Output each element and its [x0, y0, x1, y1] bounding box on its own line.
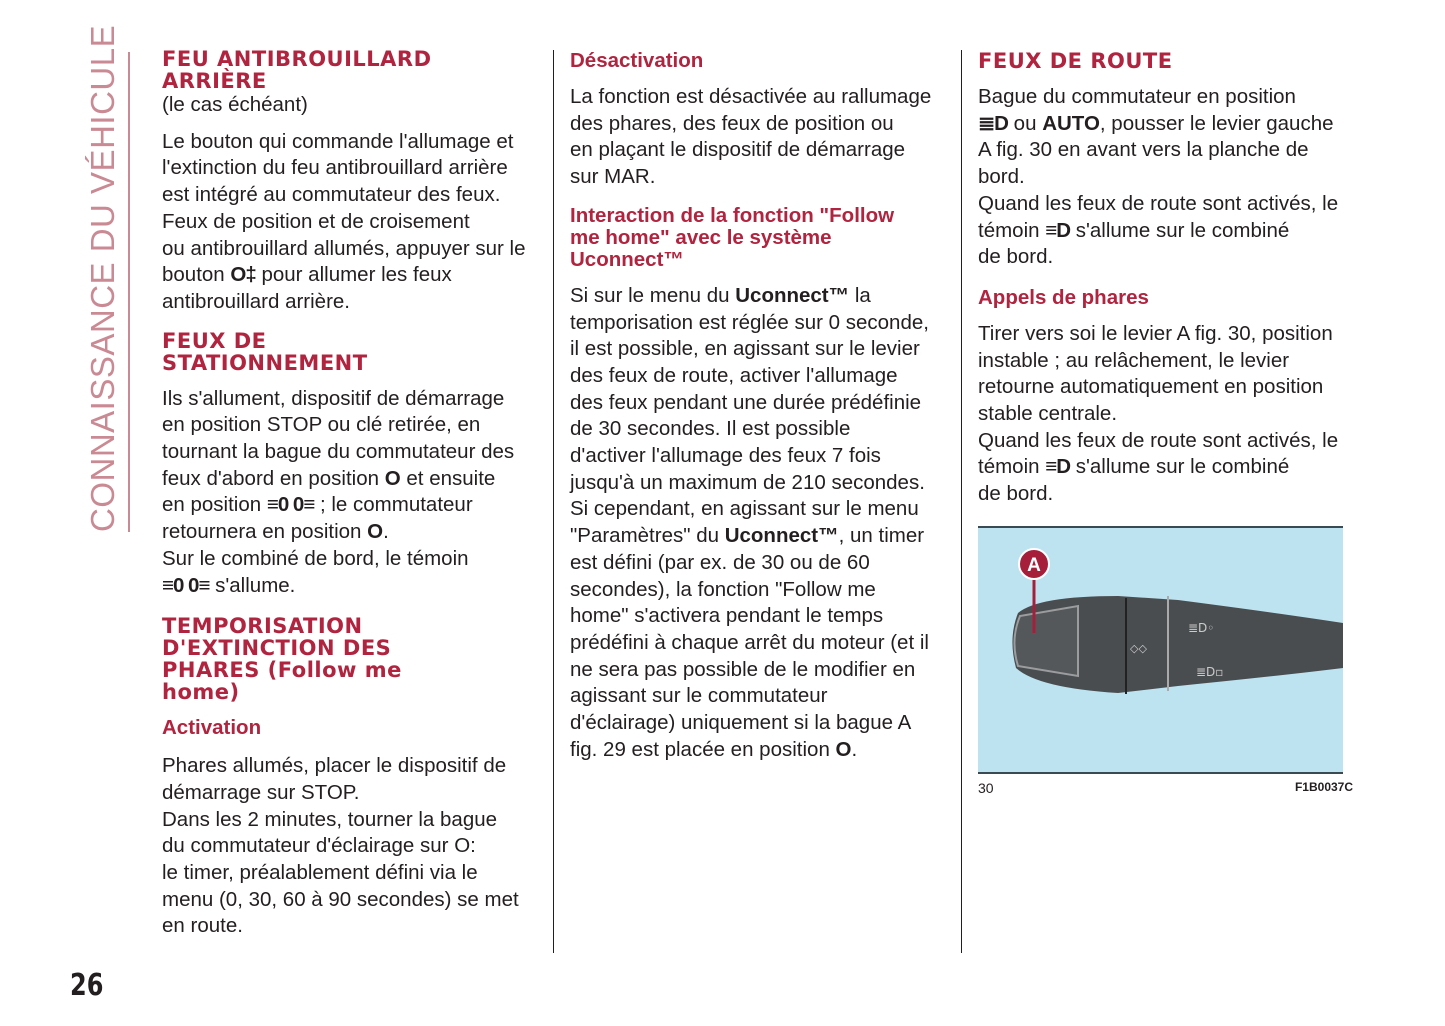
heading-deactivation: Désactivation [570, 49, 704, 72]
activation-paragraph: Phares allumés, placer le dispositif de démarrage sur STOP. Dans les 2 minutes, tourner la bague du commutateur d'éclairage sur O: le timer, préalablement défini via le menu (0, 30, 60 à 90 secondes) se met en route. [162, 754, 519, 938]
text: s'allume. [209, 573, 296, 597]
text: s'allume sur le combiné de bord. [978, 218, 1290, 269]
heading-uconnect-interaction: Interaction de la fonction "Follow me home" avec le système Uconnect™ [570, 203, 895, 271]
column-divider [553, 50, 554, 953]
section-side-title [84, 24, 126, 532]
high-beam-icon: ≡D [1045, 218, 1071, 242]
high-beam-icon: ≡D [1045, 455, 1071, 479]
text: ou [1007, 111, 1043, 135]
text: Tirer vers soi le levier A fig. 30, position instable ; au relâchement, le levier retourne automatiquement en position stable centrale. Quand les feux de route sont activés, le témoin [978, 321, 1339, 479]
parking-light-icon: ≡0 0≡ [162, 573, 210, 597]
text-bold: O [835, 737, 852, 761]
fog-paragraph [162, 129, 542, 316]
column-1 [162, 48, 542, 940]
parking-light-icon: ≡0 0≡ [266, 493, 315, 517]
high-beam-paragraph [978, 84, 1353, 271]
svg-text:≣D▫: ≣D▫ [1196, 664, 1224, 679]
text-bold: Uconnect™ [735, 283, 850, 307]
svg-text:≣D◦: ≣D◦ [1188, 620, 1215, 635]
text: la temporisation est réglée sur 0 seconde, il est possible, en agissant sur le levier des feux de route, activer l'allumage des feux pendant une durée prédéfinie de 30 secondes. Il est possible d'activer l'allumage des feux 7 fois jusqu'à un maximum de 210 secondes. Si cependant, en agissant sur le menu "Paramètres" du [570, 283, 929, 548]
text-bold: O [384, 466, 401, 490]
figure-30-light-stalk [978, 526, 1343, 774]
text: pour allumer les feux antibrouillard arrière. [162, 263, 452, 313]
rear-fog-light-icon: O‡ [230, 263, 256, 287]
deactivation-paragraph: La fonction est désactivée au rallumage des phares, des feux de position ou en plaçant le dispositif de démarrage sur MAR. [570, 85, 932, 189]
text-bold: O [367, 520, 384, 544]
text: s'allume sur le combiné de bord. [978, 455, 1290, 506]
uconnect-paragraph [570, 283, 950, 764]
heading-fog-rear: FEU ANTIBROUILLARD ARRIÈRE [162, 47, 432, 93]
figure-number: 30 [978, 779, 994, 796]
heading-high-beam: FEUX DE ROUTE [978, 49, 1173, 73]
text: Si sur le menu du [570, 283, 736, 307]
figure-code: F1B0037C [1294, 779, 1353, 794]
column-3 [978, 48, 1353, 796]
light-stalk-illustration [978, 528, 1343, 772]
low-beam-icon: ≣D [978, 111, 1008, 135]
text: Bague du commutateur en position [978, 85, 1296, 108]
text-bold: Uconnect™ [724, 524, 839, 548]
figure-caption [978, 780, 1353, 796]
text: Ils s'allument, dispositif de démarrage en position STOP ou clé retirée, en tournant la bague du commutateur des feux d'abord en position [162, 386, 515, 490]
text-bold: AUTO [1042, 111, 1100, 135]
text: , pousser le levier gauche A fig. 30 en avant vers la planche de bord. Quand les feux de route sont activés, le témoin [978, 111, 1339, 242]
text: Le bouton qui commande l'allumage et l'extinction du feu antibrouillard arrière est intégré au commutateur des feux. Feux de position et de croisement ou antibrouillard allumés, appuyer sur le bouton [162, 129, 526, 287]
text: ; le commutateur retournera en position [162, 493, 473, 544]
text: et ensuite en position [162, 466, 496, 517]
page-number: 26 [70, 968, 104, 1003]
text: . [851, 737, 858, 761]
text: , un timer est défini (par ex. de 30 ou de 60 secondes), la fonction "Follow me home" s'activera pendant le temps prédéfini à chaque arrêt du moteur (et il ne sera pas possible de le modifier en agissant sur le commutateur d'éclairage) uniquement si la bague A fig. 29 est placée en position [570, 524, 929, 761]
parking-paragraph [162, 386, 542, 600]
text: . Sur le combiné de bord, le témoin [162, 520, 469, 570]
side-rule [128, 52, 130, 532]
column-divider [961, 50, 962, 953]
heading-follow-me-home: TEMPORISATION D'EXTINCTION DES PHARES (Follow me home) [162, 614, 402, 705]
heading-parking-lights: FEUX DE STATIONNEMENT [162, 328, 368, 375]
svg-text:◇◇: ◇◇ [1130, 641, 1147, 655]
heading-activation: Activation [162, 716, 262, 740]
side-title-text: CONNAISSANCE DU VÉHICULE [84, 24, 121, 532]
callout-a: A [1027, 554, 1041, 576]
flash-paragraph [978, 321, 1353, 508]
fog-note: (le cas échéant) [162, 93, 308, 116]
column-2 [570, 48, 950, 763]
heading-flash: Appels de phares [978, 285, 1149, 309]
